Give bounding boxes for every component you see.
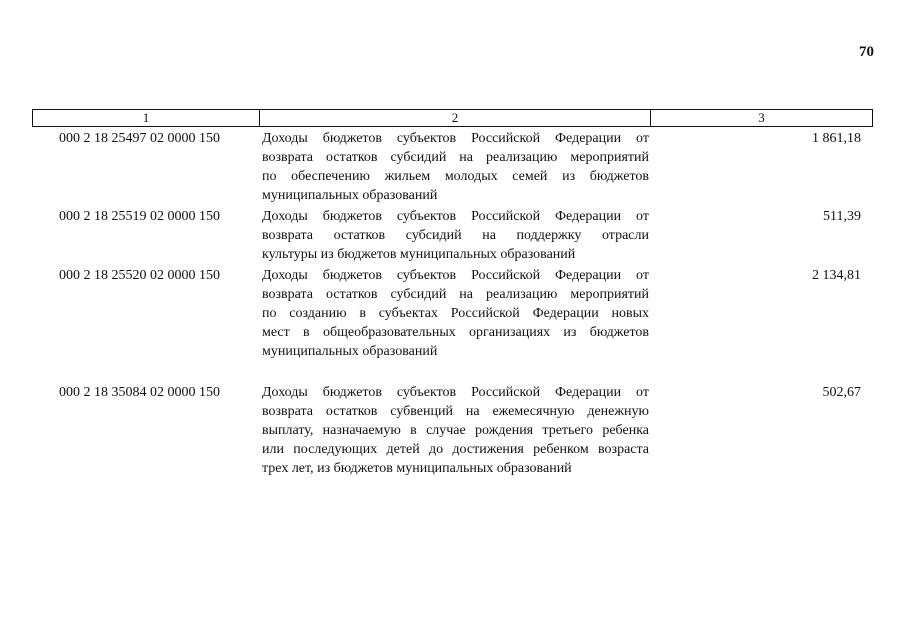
description-line: Доходы бюджетов субъектов Российской Федерации от	[262, 385, 649, 400]
description-line: или последующих детей до достижения ребенком возраста	[262, 442, 649, 457]
description-line: возврата остатков субсидий на поддержку отрасли	[262, 228, 649, 243]
row-amount: 1 861,18	[812, 131, 861, 146]
row-description	[262, 207, 649, 264]
description-line: мест в общеобразовательных организациях из бюджетов	[262, 325, 649, 340]
budget-code: 000 2 18 25520 02 0000 150	[59, 268, 220, 283]
page-number: 70	[859, 44, 874, 60]
description-line: Доходы бюджетов субъектов Российской Федерации от	[262, 268, 649, 283]
description-line: трех лет, из бюджетов муниципальных образований	[262, 461, 572, 476]
row-amount: 511,39	[823, 209, 861, 224]
header-col-2: 2	[260, 110, 651, 126]
description-line: по обеспечению жильем молодых семей из бюджетов	[262, 169, 649, 184]
budget-code: 000 2 18 35084 02 0000 150	[59, 385, 220, 400]
row-amount: 502,67	[822, 385, 861, 400]
description-line: возврата остатков субвенций на ежемесячную денежную	[262, 404, 649, 419]
budget-code: 000 2 18 25519 02 0000 150	[59, 209, 220, 224]
row-amount: 2 134,81	[812, 268, 861, 283]
description-line: возврата остатков субсидий на реализацию мероприятий	[262, 287, 649, 302]
description-line: культуры из бюджетов муниципальных образований	[262, 247, 576, 262]
description-line: Доходы бюджетов субъектов Российской Федерации от	[262, 131, 649, 146]
description-line: муниципальных образований	[262, 344, 438, 359]
row-description	[262, 266, 649, 361]
description-line: муниципальных образований	[262, 188, 438, 203]
description-line: выплату, назначаемую в случае рождения третьего ребенка	[262, 423, 649, 438]
description-line: Доходы бюджетов субъектов Российской Федерации от	[262, 209, 649, 224]
row-description	[262, 383, 649, 478]
table-header	[32, 109, 873, 127]
budget-code: 000 2 18 25497 02 0000 150	[59, 131, 220, 146]
row-description	[262, 129, 649, 205]
header-col-1: 1	[33, 110, 260, 126]
description-line: возврата остатков субсидий на реализацию мероприятий	[262, 150, 649, 165]
description-line: по созданию в субъектах Российской Федерации новых	[262, 306, 649, 321]
header-col-3: 3	[758, 110, 765, 125]
